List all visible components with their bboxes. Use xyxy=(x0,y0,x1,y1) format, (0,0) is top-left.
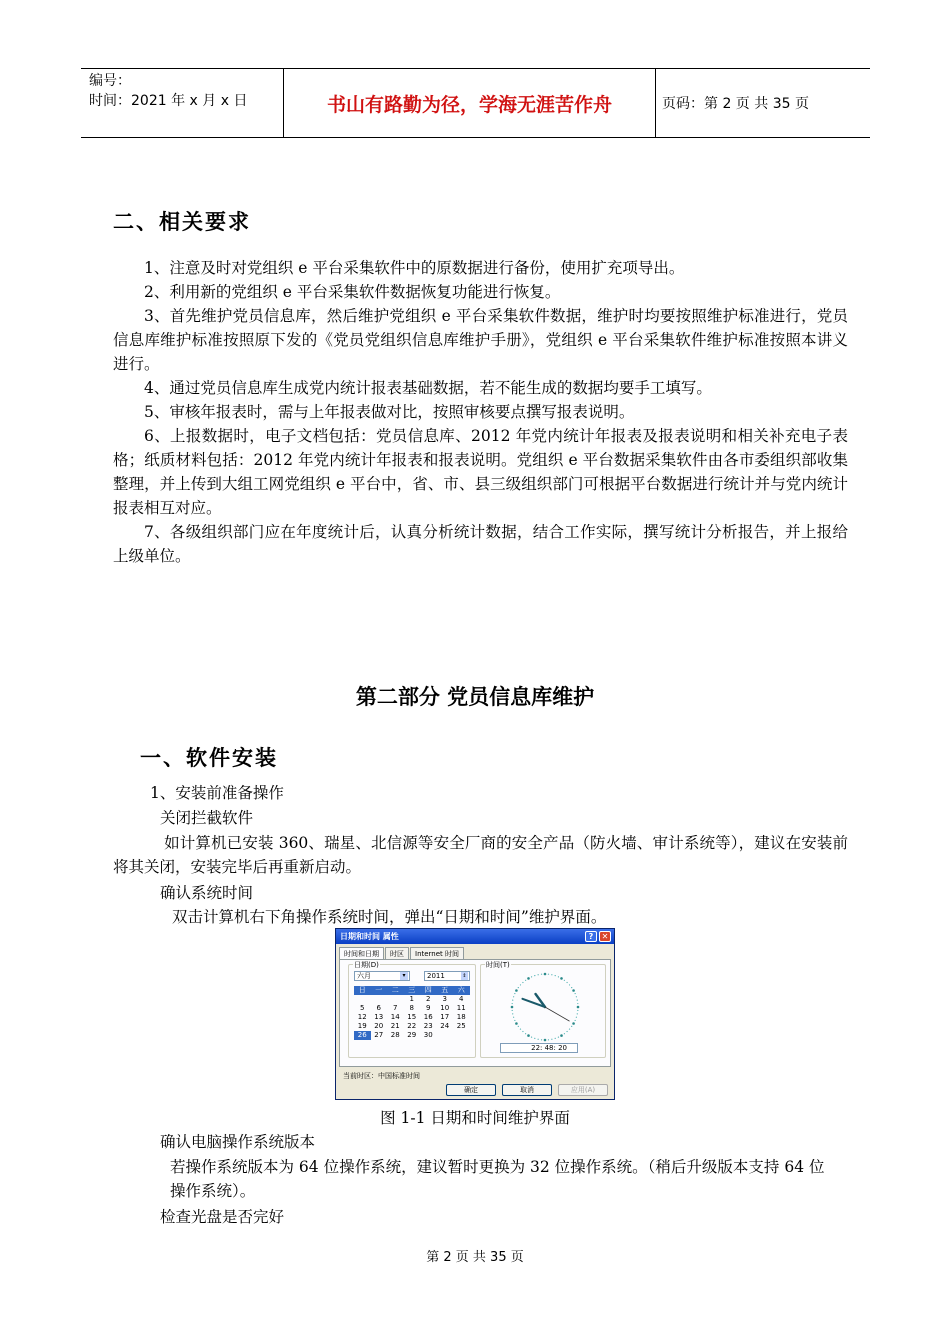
clock-tick xyxy=(551,1039,552,1040)
clock-tick xyxy=(566,1031,567,1032)
calendar-days xyxy=(354,995,470,1040)
year-value: 2011 xyxy=(427,972,445,980)
calendar-week xyxy=(354,995,470,1004)
calendar-day[interactable]: 20 xyxy=(374,1022,384,1030)
calendar-day[interactable]: 23 xyxy=(423,1022,433,1030)
requirement-item: 7、各级组织部门应在年度统计后，认真分析统计数据，结合工作实际，撰写统计分析报告，并上报给上级单位。 xyxy=(113,523,848,565)
calendar-day[interactable]: 24 xyxy=(440,1022,450,1030)
calendar-day xyxy=(453,1031,470,1040)
calendar-day[interactable]: 7 xyxy=(393,1004,398,1012)
clock-tick xyxy=(576,1017,577,1018)
calendar-week xyxy=(354,1013,470,1022)
clock-tick xyxy=(534,1038,535,1039)
header-date: 时间：2021 年 x 月 x 日 xyxy=(89,93,248,109)
cancel-button[interactable]: 取消 xyxy=(502,1084,552,1096)
analog-clock-icon xyxy=(508,970,582,1044)
clock-tick xyxy=(558,976,559,977)
calendar-day[interactable]: 17 xyxy=(440,1013,450,1021)
requirement-item: 4、通过党员信息库生成党内统计报表基础数据，若不能生成的数据均要手工填写。 xyxy=(144,379,712,397)
clock-tick xyxy=(512,1000,513,1001)
clock-tick xyxy=(572,1022,575,1025)
clock-tick xyxy=(577,1013,578,1014)
clock-tick xyxy=(531,976,532,977)
clock-tick xyxy=(534,975,535,976)
requirement-item: 6、上报数据时，电子文档包括：党员信息库、2012 年党内统计年报表及报表说明和相关补充电子表格；纸质材料包括：2012 年党内统计年报表和报表说明。党组织 e 平台数据采集软件由各市委组织部收集整理，并上传到大组工网党组织 e 平台中，省、市、县三级组织部门可根据平台数据进行统计并与党内统计报表相互对应。 xyxy=(113,427,848,517)
page-footer: 第 2 页 共 35 页 xyxy=(426,1250,524,1265)
clock-tick xyxy=(518,1026,519,1027)
month-value: 六月 xyxy=(357,972,371,980)
clock-tick xyxy=(518,987,519,988)
weekday-label: 六 xyxy=(457,986,465,994)
calendar-day[interactable]: 26 xyxy=(354,1031,371,1040)
clock-tick xyxy=(538,974,539,975)
calendar-day xyxy=(354,995,371,1004)
os-version-body-line1 xyxy=(170,1155,838,1203)
spin-icon: ⇕ xyxy=(462,973,467,979)
calendar-day[interactable]: 5 xyxy=(360,1004,365,1012)
clock-tick xyxy=(525,1033,526,1034)
calendar-day[interactable]: 2 xyxy=(426,995,431,1003)
header-number: 编号： xyxy=(89,73,131,89)
weekday-label: 日 xyxy=(358,986,366,994)
calendar-day[interactable]: 12 xyxy=(357,1013,367,1021)
requirement-item: 1、注意及时对党组织 e 平台采集软件中的原数据进行备份，使用扩充项导出。 xyxy=(144,259,685,277)
clock-tick xyxy=(551,974,552,975)
clock-tick xyxy=(560,1034,563,1037)
clock-tick xyxy=(520,1028,521,1029)
calendar-day[interactable]: 25 xyxy=(456,1022,466,1030)
tab-timezone[interactable]: 时区 xyxy=(385,947,409,960)
calendar-day[interactable]: 11 xyxy=(456,1004,466,1012)
calendar-day[interactable]: 29 xyxy=(407,1031,417,1039)
calendar-week xyxy=(354,1031,470,1040)
clock-tick xyxy=(544,973,547,976)
requirement-item: 2、利用新的党组织 e 平台采集软件数据恢复功能进行恢复。 xyxy=(144,283,561,301)
section-title-requirements: 二、相关要求 xyxy=(113,210,251,234)
clock-tick xyxy=(520,984,521,985)
system-time-title: 确认系统时间 xyxy=(160,884,254,902)
clock-tick xyxy=(575,1020,576,1021)
help-icon[interactable]: ? xyxy=(585,931,597,942)
clock-tick xyxy=(548,1039,549,1040)
tab-panel xyxy=(339,959,611,1067)
clock-tick xyxy=(555,975,556,976)
header-page-info: 页码：第 2 页 共 35 页 xyxy=(662,96,809,112)
clock-tick xyxy=(577,1006,580,1009)
calendar-week xyxy=(354,1022,470,1031)
disc-check-title: 检查光盘是否完好 xyxy=(160,1208,285,1226)
clock-tick xyxy=(548,974,549,975)
weekday-label: 一 xyxy=(375,986,383,994)
page-header xyxy=(81,68,870,138)
clock-tick xyxy=(577,1003,578,1004)
clock-tick xyxy=(512,1013,513,1014)
calendar-day[interactable]: 14 xyxy=(390,1013,400,1021)
calendar-week xyxy=(354,1004,470,1013)
clock-tick xyxy=(522,982,523,983)
clock-tick xyxy=(571,987,572,988)
calendar-day[interactable]: 27 xyxy=(374,1031,384,1039)
figure-caption: 图 1-1 日期和时间维护界面 xyxy=(380,1109,570,1127)
calendar-day[interactable]: 28 xyxy=(390,1031,400,1039)
clock-tick xyxy=(515,989,518,992)
calendar-day[interactable]: 8 xyxy=(409,1004,414,1012)
part-title: 第二部分 党员信息库维护 xyxy=(355,685,595,709)
calendar-day[interactable]: 21 xyxy=(390,1022,400,1030)
clock-tick xyxy=(514,993,515,994)
requirement-item: 3、首先维护党员信息库，然后维护党组织 e 平台采集软件数据，维护时均要按照维护标准进行，党员信息库维护标准按照原下发的《党员党组织信息库维护手册》，党组织 e 平台采集软件维护标准按照本讲义进行。 xyxy=(113,307,848,373)
clock-tick xyxy=(572,989,575,992)
os-version-title: 确认电脑操作系统版本 xyxy=(160,1133,316,1151)
date-group-label: 日期(D) xyxy=(354,961,379,969)
year-stepper[interactable] xyxy=(424,971,470,981)
calendar-day xyxy=(437,1031,454,1040)
calendar-day[interactable]: 30 xyxy=(423,1031,433,1039)
header-meta xyxy=(81,69,284,137)
apply-button[interactable]: 应用(A) xyxy=(558,1084,608,1096)
system-time-body: 双击计算机右下角操作系统时间，弹出“日期和时间”维护界面。 xyxy=(172,908,607,926)
clock-tick xyxy=(555,1038,556,1039)
clock-tick xyxy=(514,1020,515,1021)
close-software-title: 关闭拦截软件 xyxy=(160,809,254,827)
chevron-down-icon: ▾ xyxy=(400,972,408,980)
time-group-label: 时间(T) xyxy=(486,961,510,969)
clock-second-hand xyxy=(545,1007,569,1021)
weekday-label: 五 xyxy=(441,986,449,994)
clock-tick xyxy=(513,1017,514,1018)
clock-tick xyxy=(571,1026,572,1027)
clock-tick xyxy=(577,1000,578,1001)
clock-tick xyxy=(566,982,567,983)
clock-tick xyxy=(515,1022,518,1025)
calendar-day[interactable]: 16 xyxy=(423,1013,433,1021)
dialog-title: 日期和时间 属性 xyxy=(340,932,399,941)
clock-tick xyxy=(575,993,576,994)
requirements-list xyxy=(113,256,848,568)
clock-tick xyxy=(512,1010,513,1011)
clock-tick xyxy=(513,996,514,997)
close-software-body: 如计算机已安装 360、瑞星、北信源等安全厂商的安全产品（防火墙、审计系统等），建议在安装前将其关闭，安装完毕后再重新启动。 xyxy=(113,834,848,876)
install-step1: 1、安装前准备操作 xyxy=(150,784,284,802)
calendar-day[interactable]: 9 xyxy=(426,1004,431,1012)
clock-tick xyxy=(522,1031,523,1032)
tab-date-time[interactable]: 时间和日期 xyxy=(339,947,384,960)
dialog-titlebar xyxy=(336,929,614,944)
clock-tick xyxy=(569,984,570,985)
header-motto: 书山有路勤为径，学海无涯苦作舟 xyxy=(284,69,656,137)
clock-tick xyxy=(577,1010,578,1011)
calendar-day[interactable]: 3 xyxy=(442,995,447,1003)
month-select[interactable] xyxy=(354,971,410,981)
calendar-day[interactable]: 22 xyxy=(407,1022,417,1030)
clock-tick xyxy=(527,1034,530,1037)
clock-tick xyxy=(538,1039,539,1040)
clock-tick xyxy=(541,1039,542,1040)
os-version-body: 若操作系统版本为 64 位操作系统，建议暂时更换为 32 位操作系统。（稍后升级版本支持 64 位操作系统）。 xyxy=(170,1158,825,1200)
clock-tick xyxy=(531,1037,532,1038)
clock-tick xyxy=(564,980,565,981)
clock-tick xyxy=(569,1028,570,1029)
tab-internet-time[interactable]: Internet 时间 xyxy=(410,947,464,960)
close-icon[interactable]: ✕ xyxy=(599,931,611,942)
timezone-label: 当前时区：中国标准时间 xyxy=(343,1072,420,1080)
calendar-day[interactable]: 13 xyxy=(374,1013,384,1021)
clock-tick xyxy=(564,1033,565,1034)
clock-tick xyxy=(527,977,530,980)
clock-tick xyxy=(544,1039,547,1042)
weekday-label: 二 xyxy=(391,986,399,994)
clock-tick xyxy=(511,1006,514,1009)
clock-tick xyxy=(558,1037,559,1038)
clock-tick xyxy=(560,977,563,980)
clock-tick xyxy=(525,980,526,981)
weekday-label: 四 xyxy=(424,986,432,994)
calendar-day xyxy=(371,995,388,1004)
time-value: 22: 48: 20 xyxy=(531,1044,567,1052)
calendar-day[interactable]: 18 xyxy=(456,1013,466,1021)
calendar-grid[interactable] xyxy=(354,986,470,1040)
calendar-weekdays xyxy=(354,986,470,995)
clock-tick xyxy=(541,974,542,975)
calendar-day[interactable]: 4 xyxy=(459,995,464,1003)
dialog-tabs xyxy=(336,944,614,960)
calendar-day[interactable]: 1 xyxy=(409,995,414,1003)
clock-tick xyxy=(576,996,577,997)
requirement-item: 5、审核年报表时，需与上年报表做对比，按照审核要点撰写报表说明。 xyxy=(144,403,635,421)
time-input[interactable] xyxy=(500,1043,578,1053)
calendar-day[interactable]: 6 xyxy=(376,1004,381,1012)
weekday-label: 三 xyxy=(408,986,416,994)
calendar-day[interactable]: 19 xyxy=(357,1022,367,1030)
section-title-install: 一、软件安装 xyxy=(140,746,278,770)
datetime-dialog xyxy=(335,928,615,1100)
calendar-day[interactable]: 15 xyxy=(407,1013,417,1021)
calendar-day xyxy=(387,995,404,1004)
ok-button[interactable]: 确定 xyxy=(446,1084,496,1096)
clock-tick xyxy=(512,1003,513,1004)
calendar-day[interactable]: 10 xyxy=(440,1004,450,1012)
